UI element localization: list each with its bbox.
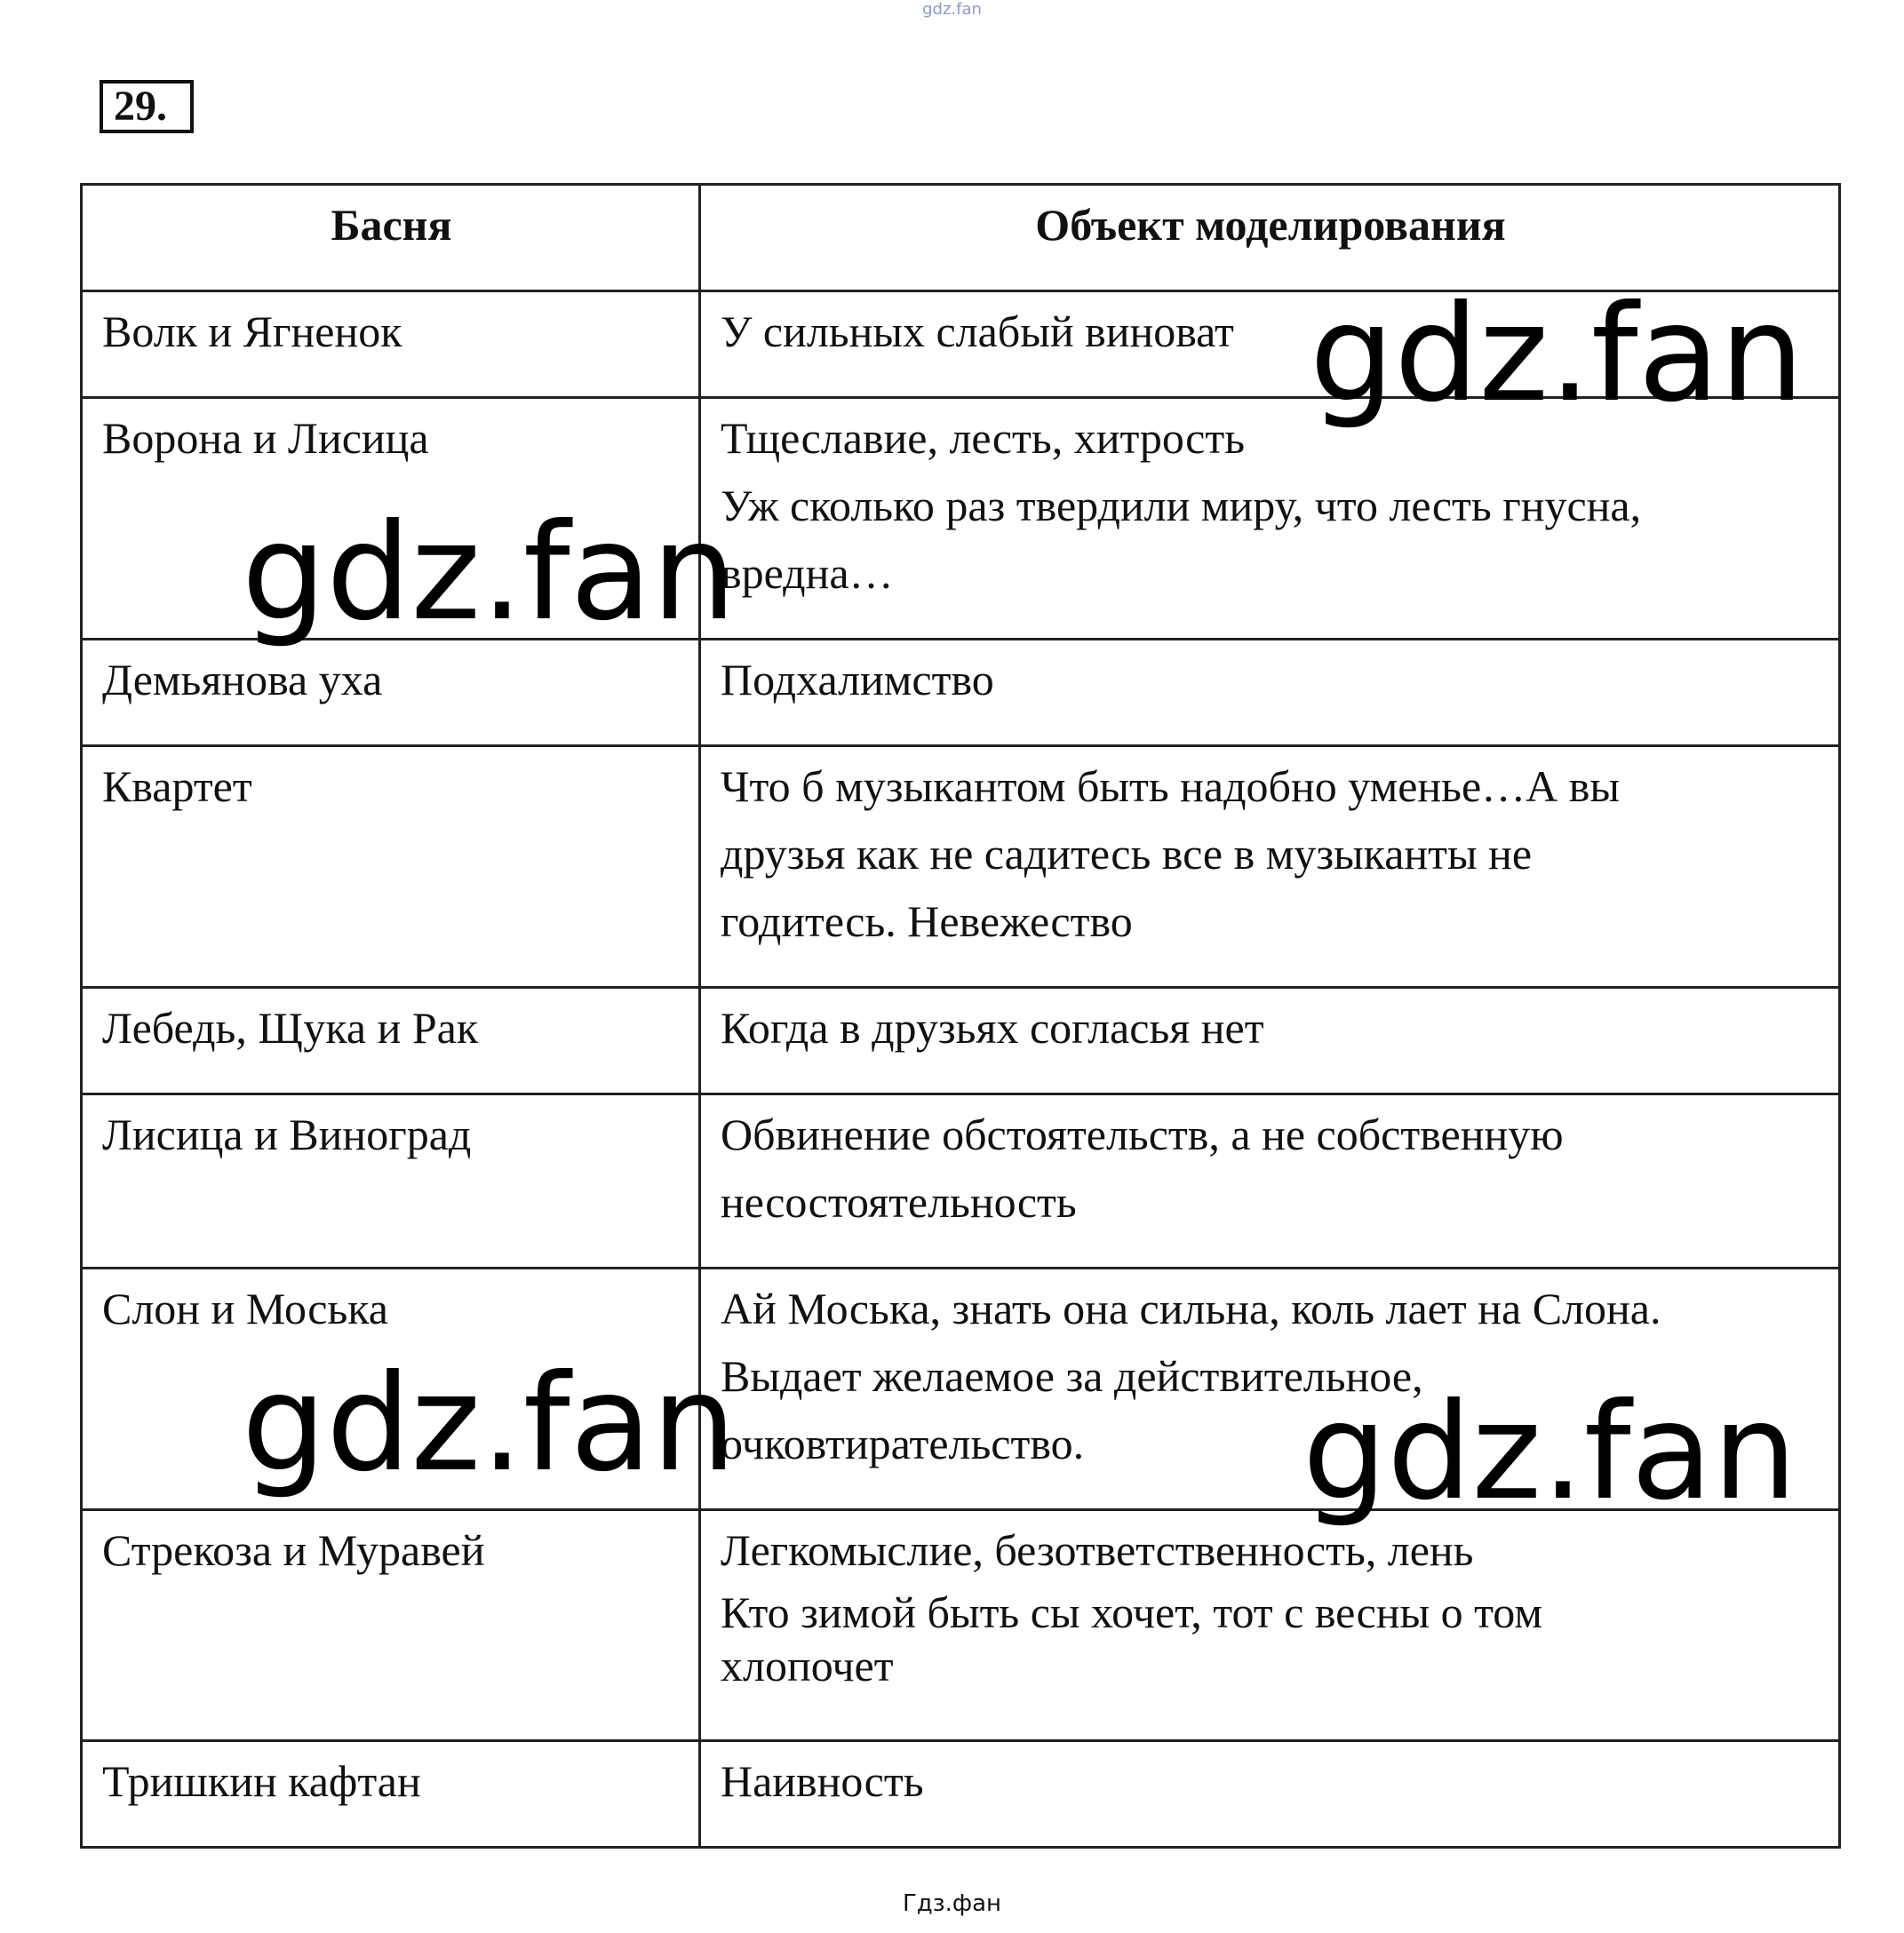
object-cell <box>700 640 1840 746</box>
object-line: вредна… <box>721 548 894 598</box>
object-line: друзья как не садитесь все в музыканты не <box>721 829 1533 879</box>
table-row <box>82 1269 1840 1510</box>
table-row <box>82 640 1840 746</box>
object-cell <box>700 1094 1840 1269</box>
header-fable: Басня <box>82 185 700 291</box>
object-cell <box>700 291 1840 398</box>
fables-table <box>80 183 1841 1849</box>
object-line: Подхалимство <box>721 655 994 704</box>
object-line: Ай Моська, знать она сильна, коль лает на Слона. <box>721 1284 1661 1333</box>
fable-name: Ворона и Лисица <box>102 413 429 463</box>
watermark-text: gdz.fan <box>1303 1375 1797 1530</box>
table-row <box>82 746 1840 988</box>
watermark-text: gdz.fan <box>1310 277 1804 432</box>
fable-cell <box>82 291 700 398</box>
footer-watermark-text: Гдз.фан <box>902 1890 1002 1917</box>
fable-name: Лисица и Виноград <box>102 1110 472 1159</box>
table-row <box>82 988 1840 1094</box>
fable-cell <box>82 1741 700 1848</box>
fable-name: Стрекоза и Муравей <box>102 1525 485 1575</box>
object-cell <box>700 1510 1840 1741</box>
object-line: очковтирательство. <box>721 1419 1085 1468</box>
table-row <box>82 398 1840 640</box>
fable-cell <box>82 1094 700 1269</box>
fable-cell <box>82 746 700 988</box>
object-line: несостоятельность <box>721 1177 1077 1227</box>
object-cell <box>700 1269 1840 1510</box>
fable-name: Демьянова уха <box>102 655 383 704</box>
table-row <box>82 291 1840 398</box>
object-line: У сильных слабый виноват <box>721 306 1234 356</box>
top-watermark-text: gdz.fan <box>922 0 982 19</box>
object-cell <box>700 1741 1840 1848</box>
object-line: Наивность <box>721 1756 924 1806</box>
object-cell <box>700 746 1840 988</box>
fable-cell <box>82 1269 700 1510</box>
object-line: Легкомыслие, безответственность, лень <box>721 1525 1474 1575</box>
object-line: Обвинение обстоятельств, а не собственную <box>721 1110 1564 1159</box>
header-object: Объект моделирования <box>700 185 1840 291</box>
table-row <box>82 1741 1840 1848</box>
watermark-text: gdz.fan <box>242 496 737 650</box>
object-line: годитесь. Невежество <box>721 896 1133 946</box>
object-line: Выдает желаемое за действительное, <box>721 1351 1423 1401</box>
fable-name: Тришкин кафтан <box>102 1756 421 1806</box>
object-line: хлопочет <box>721 1641 894 1690</box>
object-line: Тщеславие, лесть, хитрость <box>721 413 1246 463</box>
fable-cell <box>82 988 700 1094</box>
fable-name: Слон и Моська <box>102 1284 388 1333</box>
object-line: Когда в друзьях согласья нет <box>721 1003 1264 1053</box>
fable-cell <box>82 398 700 640</box>
task-number: 29. <box>100 80 194 133</box>
object-cell <box>700 988 1840 1094</box>
fable-name: Лебедь, Щука и Рак <box>102 1003 479 1053</box>
table-row <box>82 1094 1840 1269</box>
fable-name: Квартет <box>102 761 252 811</box>
object-line: Уж сколько раз твердили миру, что лесть гнусна, <box>721 481 1642 530</box>
object-line: Что б музыкантом быть надобно уменье…А вы <box>721 761 1620 811</box>
fable-cell <box>82 1510 700 1741</box>
table-header-row <box>82 185 1840 291</box>
object-line: Кто зимой быть сы хочет, тот с весны о том <box>721 1587 1542 1637</box>
table-row <box>82 1510 1840 1741</box>
object-cell <box>700 398 1840 640</box>
fable-name: Волк и Ягненок <box>102 306 402 356</box>
fable-cell <box>82 640 700 746</box>
watermark-text: gdz.fan <box>242 1347 737 1501</box>
